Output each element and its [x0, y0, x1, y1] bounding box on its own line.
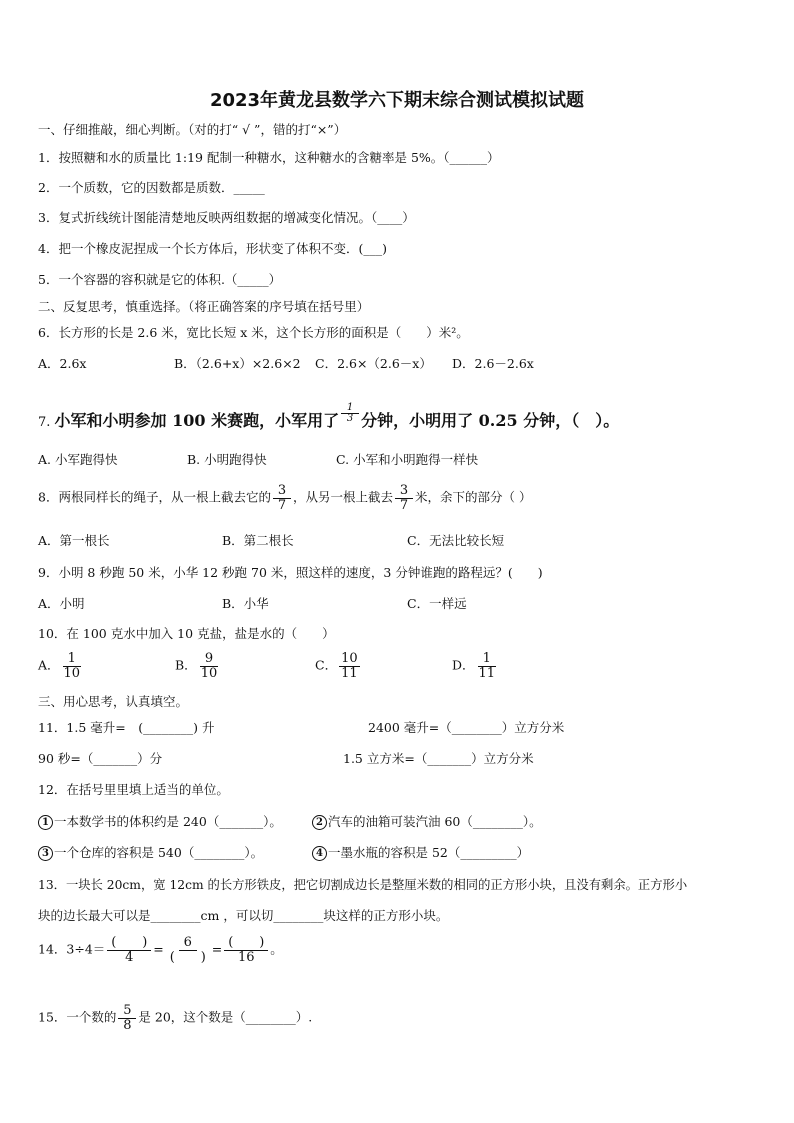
- question-7-option-a: A. 小军跑得快: [38, 452, 118, 467]
- page-title: 2023年黄龙县数学六下期末综合测试模拟试题: [209, 90, 585, 111]
- question-14-fraction-2: [166, 936, 210, 964]
- question-10-option-b: [175, 652, 221, 680]
- question-14: [38, 936, 283, 964]
- option-fraction: [199, 652, 220, 680]
- fraction-den: 10: [200, 665, 218, 681]
- question-8-text-a: 8．两根同样长的绳子，从一根上截去它的: [38, 489, 271, 505]
- question-15-fraction: [118, 1004, 136, 1032]
- question-7-text-b: 分钟，小明用了 0.25 分钟，（ ）。: [361, 411, 620, 430]
- fraction-num: 3: [395, 484, 413, 499]
- question-7-fraction-num: 1: [341, 403, 359, 415]
- question-14-tail: 。: [270, 941, 283, 957]
- question-12-item-1: [38, 812, 282, 830]
- fraction-num: ( ): [224, 936, 268, 951]
- question-1: 1．按照糖和水的质量比 1:19 配制一种糖水，这种糖水的含糖率是 5%。（______）: [38, 150, 500, 165]
- option-label: C．: [315, 657, 338, 673]
- question-4: 4．把一个橡皮泥捏成一个长方体后，形状变了体积不变．(___): [38, 241, 387, 256]
- option-fraction: [62, 652, 83, 680]
- circled-number: 1: [38, 815, 53, 830]
- question-8-text-c: 米，余下的部分（ ）: [414, 489, 532, 505]
- question-10-option-c: [315, 652, 362, 680]
- fraction-den: 7: [399, 497, 409, 513]
- question-11-part-a: 11．1.5 毫升= (________) 升: [38, 720, 215, 735]
- equals-sign: =: [153, 941, 164, 957]
- question-8-fraction-1: [273, 484, 291, 512]
- question-6-stem: 6．长方形的长是 2.6 米，宽比长短 x 米，这个长方形的面积是（ ）米²。: [38, 325, 469, 340]
- question-8-fraction-2: [395, 484, 413, 512]
- fraction-num: 5: [118, 1004, 136, 1019]
- item-text: 一本数学书的体积约是 240（_______）。: [54, 814, 282, 829]
- circled-number: 4: [312, 846, 327, 861]
- fraction-num: 3: [273, 484, 291, 499]
- question-6-option-d: D．2.6－2.6x: [452, 356, 534, 371]
- question-9-option-b: B．小华: [222, 596, 269, 611]
- question-11-part-b: 2400 毫升=（________）立方分米: [368, 720, 565, 735]
- question-12-item-3: [38, 843, 263, 861]
- section-3-heading: 三、用心思考，认真填空。: [38, 694, 189, 709]
- question-13-line-1: 13．一块长 20cm，宽 12cm 的长方形铁皮，把它切割成边长是整厘米数的相同的正方形小块，且没有剩余。正方形小: [38, 878, 688, 892]
- question-12-stem: 12．在括号里里填上适当的单位。: [38, 782, 229, 797]
- option-fraction: [339, 652, 360, 680]
- question-3: 3．复式折线统计图能清楚地反映两组数据的增减变化情况。（____）: [38, 210, 415, 225]
- question-7-option-b: B. 小明跑得快: [187, 452, 267, 467]
- fraction-den: 8: [123, 1017, 132, 1033]
- question-11-part-d: 1.5 立方米=（_______）立方分米: [343, 751, 534, 766]
- question-5: 5．一个容器的容积就是它的体积.（_____）: [38, 272, 282, 287]
- fraction-den: 4: [125, 949, 134, 965]
- item-text: 一墨水瓶的容积是 52（_________）: [328, 845, 530, 860]
- question-12-item-4: [312, 843, 529, 861]
- section-1-heading: 一、仔细推敲，细心判断。（对的打“ √ ”，错的打“×”）: [38, 122, 347, 137]
- equals-sign: =: [211, 941, 223, 957]
- fraction-num: 9: [200, 652, 218, 667]
- question-9-option-a: A．小明: [38, 596, 85, 611]
- section-2-heading: 二、反复思考，慎重选择。（将正确答案的序号填在括号里）: [38, 299, 370, 314]
- fraction-num: 1: [63, 652, 81, 667]
- question-7-fraction-den: 3: [346, 413, 354, 424]
- circled-number: 2: [312, 815, 327, 830]
- fraction-den: 11: [478, 665, 496, 681]
- fraction-den: 11: [341, 665, 358, 681]
- question-13-line-2: 块的边长最大可以是________cm ，可以切________块这样的正方形小块。: [38, 908, 449, 923]
- question-8-option-c: C．无法比较长短: [407, 533, 505, 548]
- question-7-fraction: [341, 403, 359, 425]
- question-15-lead: 15．一个数的: [38, 1009, 117, 1025]
- option-label: B．: [175, 657, 197, 673]
- fraction-num: 10: [341, 651, 358, 666]
- fraction-num: 1: [478, 652, 496, 667]
- question-10-stem: 10．在 100 克水中加入 10 克盐，盐是水的（ ）: [38, 626, 335, 641]
- question-8-stem: [38, 484, 531, 512]
- option-fraction: [477, 652, 498, 680]
- question-15-tail: 是 20，这个数是（________）.: [138, 1009, 313, 1025]
- question-2: 2．一个质数，它的因数都是质数．_____: [38, 180, 265, 195]
- question-6-option-c: C．2.6×（2.6－x）: [315, 356, 432, 371]
- option-label: A．: [38, 657, 60, 673]
- question-8-text-b: ，从另一根上截去: [292, 489, 393, 505]
- question-10-option-a: [38, 652, 84, 680]
- fraction-num: 6: [179, 936, 197, 951]
- question-8-option-b: B．第二根长: [222, 533, 294, 548]
- question-9-stem: 9．小明 8 秒跑 50 米，小华 12 秒跑 70 米，照这样的速度，3 分钟谁跑的路程远？( ): [38, 565, 543, 580]
- question-7-option-c: C. 小军和小明跑得一样快: [336, 452, 479, 467]
- question-7-text-a: 小军和小明参加 100 米赛跑，小军用了: [54, 411, 340, 430]
- item-text: 汽车的油箱可装汽油 60（________）。: [328, 814, 542, 829]
- question-15: [38, 1004, 312, 1032]
- question-12-item-2: [312, 812, 542, 830]
- question-7-stem: [38, 401, 620, 431]
- question-10-option-d: [452, 652, 499, 680]
- question-7-number: 7.: [38, 415, 51, 430]
- question-6-option-b: B．（2.6+x）×2.6×2: [174, 356, 301, 371]
- question-14-lead: 14．3÷4＝: [38, 941, 106, 957]
- item-text: 一个仓库的容积是 540（________）。: [54, 845, 264, 860]
- fraction-num: ( ): [107, 936, 151, 951]
- question-14-fraction-1: [107, 936, 151, 964]
- fraction-den: ( ): [169, 949, 206, 965]
- fraction-den: 16: [237, 949, 255, 965]
- question-11-part-c: 90 秒=（_______）分: [38, 751, 163, 766]
- question-6-option-a: A．2.6x: [38, 356, 87, 371]
- fraction-den: 7: [277, 497, 287, 513]
- fraction-den: 10: [63, 665, 81, 681]
- question-14-fraction-3: [224, 936, 268, 964]
- circled-number: 3: [38, 846, 53, 861]
- question-8-option-a: A．第一根长: [38, 533, 110, 548]
- question-9-option-c: C．一样远: [407, 596, 467, 611]
- option-label: D．: [452, 657, 475, 673]
